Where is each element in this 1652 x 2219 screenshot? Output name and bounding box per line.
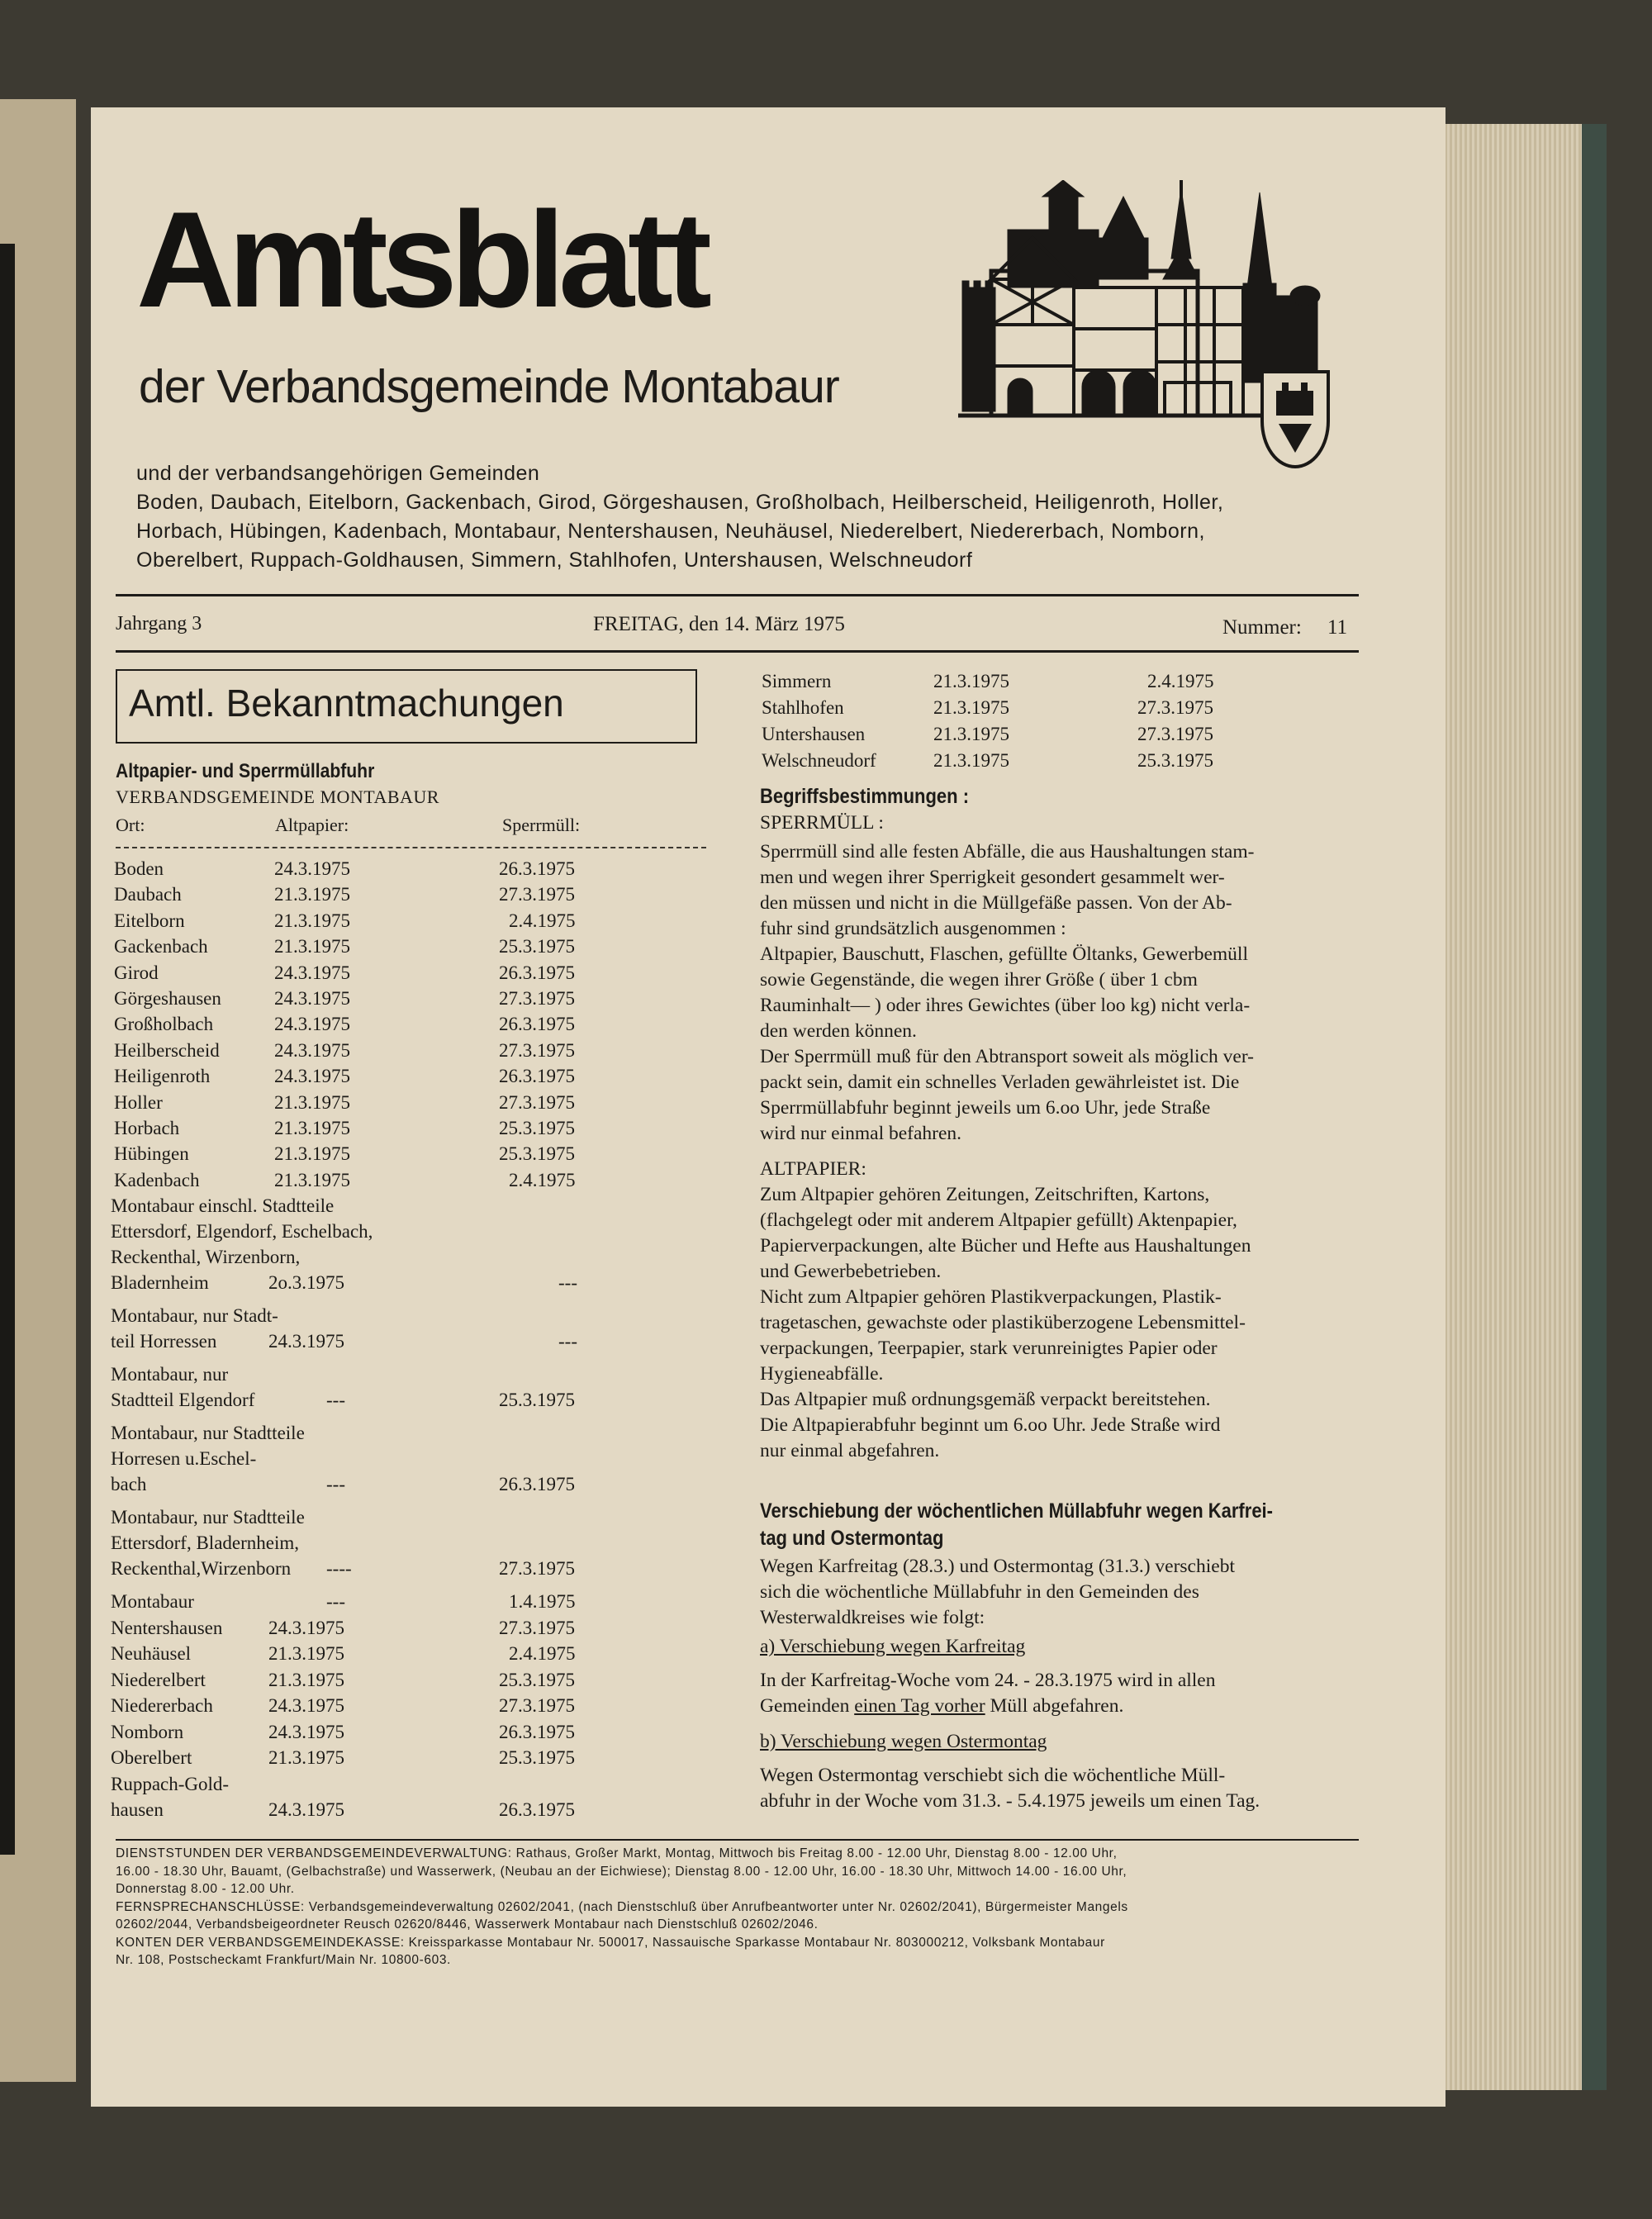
table-cell-ort: Oberelbert [111,1747,192,1768]
definitions-heading: Begriffsbestimmungen : [760,785,970,808]
table-cell-altpapier: --- [326,1591,345,1612]
table-cell-ort: Montabaur [111,1591,194,1612]
section-title-box [116,669,697,744]
table-cell-ort: teil Horressen [111,1331,217,1352]
members-line: Horbach, Hübingen, Kadenbach, Montabaur, Nentershausen, Neuhäusel, Niederelbert, Niedererbach, Nomborn, [136,520,1205,543]
table-cell-sperrmuell: 25.3.1975 [499,1669,575,1690]
table-cell-altpapier: --- [326,1474,345,1494]
table-cell-ort: Montabaur einschl. Stadtteile [111,1195,335,1216]
table-cell-ort: Gackenbach [114,936,208,957]
shift-intro-line: Westerwaldkreises wie folgt: [760,1607,985,1628]
table-cell-ort: Großholbach [114,1014,214,1035]
table-cell-ort: Untershausen [762,724,866,744]
masthead-title: Amtsblatt [136,183,705,335]
table-cell-sperrmuell: 26.3.1975 [499,1798,575,1820]
table-cell-altpapier: 21.3.1975 [274,936,350,957]
table-cell-ort: Montabaur, nur [111,1364,229,1385]
table-cell-altpapier: 21.3.1975 [933,750,1009,771]
footer-line: 16.00 - 18.30 Uhr, Bauamt, (Gelbachstraße) und Wasserwerk, (Neubau an der Eichwiese); Dienstag 8.00 - 12.00 Uhr, 16.00 - 18.30 Uhr, Mittwoch 14.00 - 16.00 Uhr, [116,1864,1127,1879]
table-cell-altpapier: --- [326,1390,345,1410]
table-cell-ort: Nentershausen [111,1617,223,1638]
table-cell-altpapier: 24.3.1975 [268,1798,344,1820]
col-header-ort: Ort: [116,815,145,835]
table-cell-ort: Horbach [114,1118,180,1138]
table-cell-sperrmuell: 27.3.1975 [499,1695,575,1716]
shift-ostermontag-label: b) Verschiebung wegen Ostermontag [760,1731,1047,1752]
shift-heading-line: tag und Ostermontag [760,1527,944,1550]
table-cell-ort: Nomborn [111,1721,184,1742]
table-cell-ort: Reckenthal,Wirzenborn [111,1558,292,1579]
table-cell-altpapier: ---- [326,1558,352,1579]
table-cell-ort: Stahlhofen [762,697,844,718]
sperrmuell-text-line: Altpapier, Bauschutt, Flaschen, gefüllte Öltanks, Gewerbemüll [760,943,1248,965]
shift-karfreitag-text-2 [760,1694,1363,1719]
altpapier-label: ALTPAPIER: [760,1158,866,1180]
footer-rule [116,1839,1359,1841]
table-cell-sperrmuell: 27.3.1975 [1137,697,1213,718]
table-cell-ort: Ruppach-Gold- [111,1773,230,1794]
members-line: Boden, Daubach, Eitelborn, Gackenbach, Girod, Görgeshausen, Großholbach, Heilberscheid, Heiligenroth, Holler, [136,491,1224,514]
table-cell-sperrmuell: --- [558,1331,577,1352]
sperrmuell-text-line: den werden können. [760,1020,917,1042]
table-cell-altpapier: 21.3.1975 [274,910,350,931]
table-cell-altpapier: 21.3.1975 [274,1091,350,1113]
table-cell-ort: Montabaur, nur Stadtteile [111,1507,305,1528]
table-cell-ort: Ettersdorf, Bladernheim, [111,1532,300,1553]
table-cell-sperrmuell: 2.4.1975 [1147,671,1214,691]
member-municipalities [136,459,1223,575]
table-cell-sperrmuell: 1.4.1975 [509,1591,576,1612]
sperrmuell-text-line: Rauminhalt— ) oder ihres Gewichtes (über loo kg) nicht verla- [760,995,1251,1016]
shift-intro [760,1554,1363,1631]
table-cell-altpapier: 24.3.1975 [268,1617,344,1638]
table-cell-altpapier: 24.3.1975 [274,1014,350,1035]
table-cell-altpapier: 21.3.1975 [933,697,1009,718]
footer-line: Nr. 108, Postscheckamt Frankfurt/Main Nr. 10800-603. [116,1953,451,1967]
text-underlined: einen Tag vorher [854,1695,985,1717]
sperrmuell-text-line: packt sein, damit ein schnelles Verladen gewährleistet ist. Die [760,1071,1240,1093]
members-line: Oberelbert, Ruppach-Goldhausen, Simmern, Stahlhofen, Untershausen, Welschneudorf [136,549,973,572]
altpapier-text-line: Zum Altpapier gehören Zeitungen, Zeitschriften, Kartons, [760,1184,1210,1205]
shift-ostermontag-text: abfuhr in der Woche vom 31.3. - 5.4.1975 jeweils um einen Tag. [760,1790,1260,1812]
footer-line: Donnerstag 8.00 - 12.00 Uhr. [116,1882,295,1896]
text-segment: Müll abgefahren. [985,1695,1124,1717]
table-cell-ort: Niederelbert [111,1669,206,1690]
table-cell-altpapier: 21.3.1975 [268,1747,344,1768]
sperrmuell-text-line: Der Sperrmüll muß für den Abtransport soweit als möglich ver- [760,1046,1254,1067]
table-cell-sperrmuell: 25.3.1975 [499,1143,575,1165]
table-cell-altpapier: 2o.3.1975 [268,1272,344,1293]
sperrmuell-text-line: fuhr sind grundsätzlich ausgenommen : [760,918,1066,939]
table-cell-ort: Görgeshausen [114,988,221,1009]
table-cell-ort: Heilberscheid [114,1039,220,1061]
table-cell-sperrmuell: 25.3.1975 [1137,750,1213,771]
table-cell-ort: Ettersdorf, Elgendorf, Eschelbach, [111,1221,373,1242]
sperrmuell-text-line: Sperrmüll sind alle festen Abfälle, die aus Haushaltungen stam- [760,841,1255,862]
table-cell-sperrmuell: 27.3.1975 [499,1039,575,1061]
table-cell-altpapier: 21.3.1975 [274,1143,350,1165]
table-cell-altpapier: 21.3.1975 [274,884,350,905]
coat-of-arms-icon [1262,372,1328,467]
sperrmuell-text-line: den müssen und nicht in die Müllgefäße passen. Von der Ab- [760,892,1232,914]
altpapier-text [760,1182,1363,1464]
table-cell-altpapier: 24.3.1975 [268,1331,344,1352]
table-cell-sperrmuell: 26.3.1975 [499,1474,575,1494]
shift-intro-line: sich die wöchentliche Müllabfuhr in den Gemeinden des [760,1581,1199,1603]
table-cell-sperrmuell: 2.4.1975 [509,1643,576,1664]
shift-karfreitag-label: a) Verschiebung wegen Karfreitag [760,1636,1026,1657]
table-cell-ort: Welschneudorf [762,750,876,771]
table-cell-sperrmuell: 27.3.1975 [499,1091,575,1113]
table-cell-altpapier: 21.3.1975 [933,671,1009,691]
sperrmuell-text-line: wird nur einmal befahren. [760,1123,962,1144]
shift-heading-line: Verschiebung der wöchentlichen Müllabfuhr wegen Karfrei- [760,1499,1274,1523]
table-cell-ort: hausen [111,1798,164,1820]
table-cell-sperrmuell: 26.3.1975 [499,858,575,879]
table-cell-sperrmuell: 27.3.1975 [499,1558,575,1579]
altpapier-text-line: Papierverpackungen, alte Bücher und Hefte aus Haushaltungen [760,1235,1251,1257]
table-cell-sperrmuell: 25.3.1975 [499,1390,575,1410]
table-cell-ort: Montabaur, nur Stadt- [111,1305,278,1326]
shift-karfreitag-text: In der Karfreitag-Woche vom 24. - 28.3.1975 wird in allen [760,1670,1216,1691]
sperrmuell-text-line: men und wegen ihrer Sperrigkeit gesondert gesammelt wer- [760,867,1225,888]
footer-line: FERNSPRECHANSCHLÜSSE: Verbandsgemeindeverwaltung 02602/2041, (nach Dienstschluß über Anrufbeantworter unter Nr. 02602/2041), Bürgermeister Mangels [116,1899,1128,1914]
table-header-divider [116,847,706,848]
table-cell-altpapier: 21.3.1975 [274,1169,350,1190]
table-cell-ort: Niedererbach [111,1695,213,1716]
table-cell-altpapier: 24.3.1975 [274,988,350,1009]
table-cell-altpapier: 24.3.1975 [274,962,350,983]
sperrmuell-text [760,839,1363,1147]
altpapier-text-line: tragetaschen, gewachste oder plastiküberzogene Lebensmittel- [760,1312,1246,1333]
table-cell-sperrmuell: 26.3.1975 [499,962,575,983]
table-cell-ort: Holler [114,1091,163,1113]
table-cell-altpapier: 24.3.1975 [274,1066,350,1087]
footer-line: 02602/2044, Verbandsbeigeordneter Reusch 02620/8446, Wasserwerk Montabaur nach Dienstschluß 02602/2046. [116,1917,819,1932]
text-segment: Gemeinden [760,1695,855,1717]
table-cell-sperrmuell: 27.3.1975 [499,988,575,1009]
table-cell-altpapier: 24.3.1975 [274,1039,350,1061]
table-cell-ort: Simmern [762,671,832,691]
altpapier-text-line: und Gewerbebetrieben. [760,1261,942,1282]
col-header-sperrmuell: Sperrmüll: [502,815,581,835]
table-cell-ort: Bladernheim [111,1272,209,1293]
table-cell-sperrmuell: 2.4.1975 [509,910,576,931]
binder-cover-edge [1582,124,1607,2090]
altpapier-text-line: Nicht zum Altpapier gehören Plastikverpackungen, Plastik- [760,1286,1222,1308]
table-cell-ort: Stadtteil Elgendorf [111,1390,255,1410]
table-cell-sperrmuell: 27.3.1975 [499,884,575,905]
page-stack-edge [1437,124,1586,2090]
table-cell-ort: Montabaur, nur Stadtteile [111,1423,305,1443]
footer-contact-info [116,1845,1128,1970]
table-cell-sperrmuell: 25.3.1975 [499,1118,575,1138]
castle-illustration-icon [958,180,1338,478]
shift-ostermontag-text: Wegen Ostermontag verschiebt sich die wöchentliche Müll- [760,1765,1226,1786]
footer-line: DIENSTSTUNDEN DER VERBANDSGEMEINDEVERWALTUNG: Rathaus, Großer Markt, Montag, Mittwoch bis Freitag 8.00 - 12.00 Uhr, Dienstag 8.00 - 12.00 Uhr, [116,1846,1118,1860]
members-intro: und der verbandsangehörigen Gemeinden [136,462,540,485]
altpapier-text-line: verpackungen, Teerpapier, stark verunreinigtes Papier oder [760,1338,1218,1359]
table-cell-altpapier: 24.3.1975 [274,858,350,879]
left-page-shadow [0,244,15,1855]
table-cell-ort: Neuhäusel [111,1643,192,1664]
altpapier-text-line: nur einmal abgefahren. [760,1440,940,1461]
sperrmuell-text-line: Sperrmüllabfuhr beginnt jeweils um 6.oo Uhr, jede Straße [760,1097,1211,1119]
table-cell-altpapier: 21.3.1975 [274,1118,350,1138]
section-title: Amtl. Bekanntmachungen [129,682,564,725]
table-cell-altpapier: 24.3.1975 [268,1721,344,1742]
table-cell-altpapier: 21.3.1975 [268,1669,344,1690]
issue-date: FREITAG, den 14. März 1975 [593,613,845,635]
table-cell-sperrmuell: 26.3.1975 [499,1721,575,1742]
table-cell-sperrmuell: 27.3.1975 [1137,724,1213,744]
table-cell-ort: Girod [114,962,159,983]
footer-line: KONTEN DER VERBANDSGEMEINDEKASSE: Kreissparkasse Montabaur Nr. 500017, Nassauische Sparkasse Montabaur Nr. 803000212, Volksbank Montabaur [116,1935,1105,1950]
header-rule-top [116,594,1359,596]
table-cell-sperrmuell: 25.3.1975 [499,936,575,957]
table-cell-ort: Boden [114,858,164,879]
definitions-section [760,785,1363,1464]
table-heading: Altpapier- und Sperrmüllabfuhr [116,760,375,782]
table-cell-altpapier: 21.3.1975 [268,1643,344,1664]
issue-number: 11 [1327,616,1348,639]
header-rule-bottom [116,650,1359,653]
table-cell-sperrmuell: 25.3.1975 [499,1747,575,1768]
issue-volume: Jahrgang 3 [116,613,202,634]
shift-intro-line: Wegen Karfreitag (28.3.) und Ostermontag (31.3.) verschiebt [760,1556,1235,1577]
table-cell-ort: Kadenbach [114,1169,200,1190]
table-cell-sperrmuell: --- [558,1272,577,1293]
table-cell-ort: Horresen u.Eschel- [111,1448,257,1469]
table-cell-ort: Reckenthal, Wirzenborn, [111,1247,301,1267]
col-header-altpapier: Altpapier: [275,815,349,835]
table-cell-sperrmuell: 2.4.1975 [509,1169,576,1190]
table-cell-sperrmuell: 26.3.1975 [499,1014,575,1035]
table-cell-sperrmuell: 27.3.1975 [499,1617,575,1638]
table-cell-altpapier: 21.3.1975 [933,724,1009,744]
table-authority: VERBANDSGEMEINDE MONTABAUR [116,786,439,807]
table-cell-ort: Eitelborn [114,910,185,931]
table-cell-sperrmuell: 26.3.1975 [499,1066,575,1087]
masthead-subtitle: der Verbandsgemeinde Montabaur [139,360,839,413]
altpapier-text-line: Hygieneabfälle. [760,1363,884,1385]
sperrmuell-text-line: sowie Gegenstände, die wegen ihrer Größe ( über 1 cbm [760,969,1198,991]
table-cell-ort: Hübingen [114,1143,189,1165]
altpapier-text-line: Die Altpapierabfuhr beginnt um 6.oo Uhr. Jede Straße wird [760,1414,1221,1436]
altpapier-text-line: (flachgelegt oder mit anderem Altpapier gefüllt) Aktenpapier, [760,1209,1237,1231]
table-cell-ort: Heiligenroth [114,1066,211,1087]
table-cell-altpapier: 24.3.1975 [268,1695,344,1716]
altpapier-text-line: Das Altpapier muß ordnungsgemäß verpackt bereitstehen. [760,1389,1211,1410]
sperrmuell-label: SPERRMÜLL : [760,812,884,834]
table-cell-ort: bach [111,1474,147,1494]
table-cell-ort: Daubach [114,884,182,905]
issue-number-label: Nummer: [1222,616,1302,639]
collection-shift-section [760,1499,1363,1814]
